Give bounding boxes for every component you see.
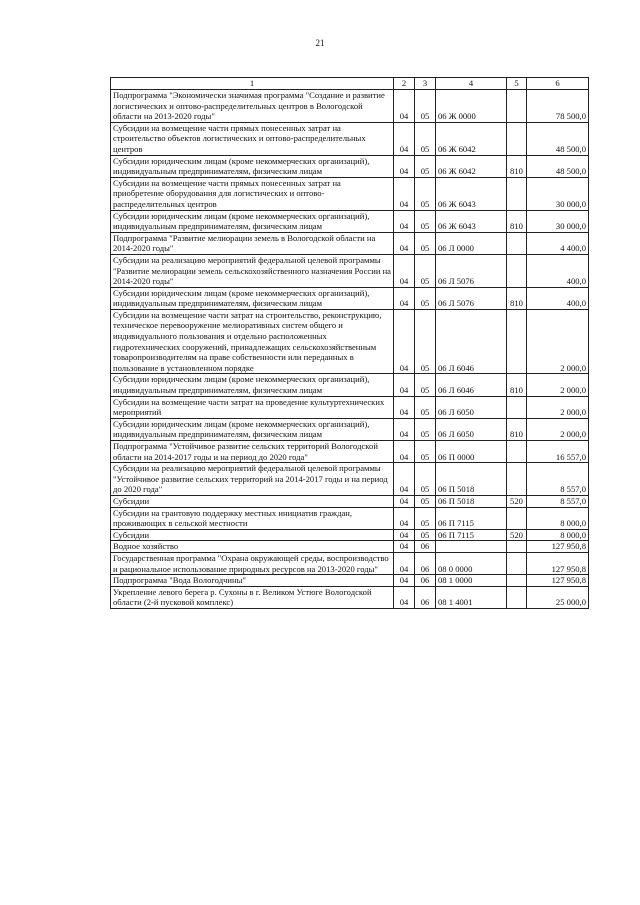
row-amount: 48 500,0 [527,122,589,155]
row-amount: 8 557,0 [527,495,589,507]
table-row [111,210,589,232]
row-name: Субсидии [111,529,394,541]
row-subsection-code: 05 [415,396,436,418]
row-subsection-code: 06 [415,552,436,574]
row-expense-type: 810 [507,287,527,309]
row-amount: 78 500,0 [527,90,589,123]
header-row [111,78,589,90]
table-row [111,586,589,608]
table-row [111,232,589,254]
row-name: Подпрограмма "Развитие мелиорации земель в Вологодской области на 2014-2020 годы" [111,232,394,254]
row-name: Субсидии на возмещение части затрат на строительство, реконструкцию, техническое перевооружение мелиоративных систем общего и индивидуального пользования и отдельно расположенных гидротехнических сооружений, принадлежащих сельскохозяйственным товаропроизводителям на праве собственности или переданных в пользование в установленном порядке [111,309,394,374]
row-target-code: 06 П 0000 [436,441,507,463]
row-section-code: 04 [394,122,415,155]
row-section-code: 04 [394,529,415,541]
row-amount: 4 400,0 [527,232,589,254]
table-row [111,463,589,496]
row-subsection-code: 05 [415,529,436,541]
row-expense-type: 810 [507,374,527,396]
row-name: Субсидии на возмещение части прямых понесенных затрат на приобретение оборудования для логистических и оптово-распределительных центров [111,177,394,210]
row-expense-type [507,586,527,608]
row-name: Субсидии юридическим лицам (кроме некоммерческих организаций), индивидуальным предпринимателям, физическим лицам [111,374,394,396]
row-section-code: 04 [394,418,415,440]
row-name: Субсидии на возмещение части прямых понесенных затрат на строительство объектов логистических и оптово-распределительных центров [111,122,394,155]
row-subsection-code: 05 [415,90,436,123]
table-row [111,374,589,396]
row-name: Субсидии юридическим лицам (кроме некоммерческих организаций), индивидуальным предпринимателям, физическим лицам [111,418,394,440]
row-amount: 30 000,0 [527,210,589,232]
row-section-code: 04 [394,232,415,254]
header-col-1: 1 [111,78,394,90]
table-row [111,254,589,287]
row-section-code: 04 [394,309,415,374]
row-expense-type [507,541,527,553]
row-subsection-code: 06 [415,541,436,553]
row-expense-type: 520 [507,495,527,507]
row-target-code: 08 0 0000 [436,552,507,574]
page-number: 21 [315,38,325,48]
row-section-code: 04 [394,495,415,507]
row-expense-type [507,575,527,587]
header-col-4: 4 [436,78,507,90]
row-expense-type [507,232,527,254]
table-row [111,507,589,529]
row-subsection-code: 05 [415,122,436,155]
table-row [111,155,589,177]
row-target-code [436,541,507,553]
row-subsection-code: 05 [415,309,436,374]
row-amount: 2 000,0 [527,374,589,396]
row-expense-type [507,90,527,123]
row-section-code: 04 [394,287,415,309]
row-target-code: 06 Л 6050 [436,418,507,440]
table-row [111,441,589,463]
row-amount: 400,0 [527,287,589,309]
table-row [111,418,589,440]
row-amount: 30 000,0 [527,177,589,210]
row-expense-type [507,122,527,155]
row-section-code: 04 [394,210,415,232]
row-name: Водное хозяйство [111,541,394,553]
row-amount: 2 000,0 [527,418,589,440]
row-target-code: 08 1 0000 [436,575,507,587]
row-name: Укрепление левого берега р. Сухоны в г. Великом Устюге Вологодской области (2-й пусковой комплекс) [111,586,394,608]
row-subsection-code: 05 [415,495,436,507]
row-section-code: 04 [394,90,415,123]
table-row [111,396,589,418]
row-name: Подпрограмма "Вода Вологодчины" [111,575,394,587]
row-name: Субсидии юридическим лицам (кроме некоммерческих организаций), индивидуальным предпринимателям, физическим лицам [111,287,394,309]
row-amount: 2 000,0 [527,309,589,374]
row-amount: 127 950,8 [527,575,589,587]
table-body [111,90,589,609]
row-target-code: 06 Ж 6042 [436,155,507,177]
row-target-code: 06 Л 5076 [436,254,507,287]
row-name: Субсидии на грантовую поддержку местных инициатив граждан, проживающих в сельской местности [111,507,394,529]
row-expense-type: 810 [507,210,527,232]
table-row [111,575,589,587]
row-section-code: 04 [394,254,415,287]
row-target-code: 06 Ж 6043 [436,177,507,210]
row-amount: 2 000,0 [527,396,589,418]
row-name: Субсидии юридическим лицам (кроме некоммерческих организаций), индивидуальным предпринимателям, физическим лицам [111,210,394,232]
row-expense-type [507,309,527,374]
row-subsection-code: 05 [415,232,436,254]
row-subsection-code: 05 [415,418,436,440]
table-row [111,122,589,155]
row-target-code: 06 П 7115 [436,507,507,529]
row-section-code: 04 [394,155,415,177]
row-subsection-code: 05 [415,177,436,210]
row-target-code: 06 П 5018 [436,495,507,507]
row-target-code: 06 Ж 0000 [436,90,507,123]
row-amount: 25 000,0 [527,586,589,608]
header-col-2: 2 [394,78,415,90]
row-expense-type [507,177,527,210]
row-section-code: 04 [394,575,415,587]
row-expense-type: 520 [507,529,527,541]
row-name: Субсидии [111,495,394,507]
table-row [111,309,589,374]
table-row [111,90,589,123]
row-section-code: 04 [394,507,415,529]
row-expense-type [507,254,527,287]
row-subsection-code: 05 [415,210,436,232]
row-amount: 400,0 [527,254,589,287]
row-section-code: 04 [394,374,415,396]
row-subsection-code: 05 [415,155,436,177]
row-subsection-code: 05 [415,287,436,309]
row-section-code: 04 [394,541,415,553]
row-subsection-code: 05 [415,374,436,396]
row-name: Подпрограмма "Экономически значимая программа "Создание и развитие логистических и оптово-распределительных центров в Вологодской области на 2013-2020 годы" [111,90,394,123]
table-row [111,541,589,553]
row-target-code: 06 Ж 6042 [436,122,507,155]
budget-table [110,77,589,609]
row-subsection-code: 05 [415,507,436,529]
row-subsection-code: 05 [415,441,436,463]
row-name: Субсидии на возмещение части затрат на проведение культуртехнических мероприятий [111,396,394,418]
row-target-code: 06 Л 5076 [436,287,507,309]
row-target-code: 06 Л 6046 [436,374,507,396]
row-section-code: 04 [394,552,415,574]
row-subsection-code: 05 [415,254,436,287]
header-col-6: 6 [527,78,589,90]
row-subsection-code: 06 [415,575,436,587]
row-amount: 127 950,8 [527,552,589,574]
table-row [111,495,589,507]
table-header [111,78,589,90]
row-name: Субсидии на реализацию мероприятий федеральной целевой программы "Устойчивое развитие сельских территорий на 2014-2017 годы и на период до 2020 года" [111,463,394,496]
row-section-code: 04 [394,177,415,210]
row-amount: 127 950,8 [527,541,589,553]
row-name: Подпрограмма "Устойчивое развитие сельских территорий Вологодской области на 2014-2017 годы и на период до 2020 года" [111,441,394,463]
row-target-code: 06 П 5018 [436,463,507,496]
table-row [111,177,589,210]
row-section-code: 04 [394,586,415,608]
row-amount: 8 000,0 [527,529,589,541]
row-amount: 8 000,0 [527,507,589,529]
row-expense-type: 810 [507,155,527,177]
table-row [111,552,589,574]
row-expense-type [507,552,527,574]
header-col-5: 5 [507,78,527,90]
row-subsection-code: 06 [415,586,436,608]
row-name: Субсидии юридическим лицам (кроме некоммерческих организаций), индивидуальным предпринимателям, физическим лицам [111,155,394,177]
row-target-code: 06 Ж 6043 [436,210,507,232]
row-section-code: 04 [394,441,415,463]
row-target-code: 06 П 7115 [436,529,507,541]
table-row [111,529,589,541]
row-amount: 8 557,0 [527,463,589,496]
row-expense-type [507,463,527,496]
row-amount: 48 500,0 [527,155,589,177]
table-row [111,287,589,309]
row-amount: 16 557,0 [527,441,589,463]
header-col-3: 3 [415,78,436,90]
row-expense-type [507,441,527,463]
row-target-code: 06 Л 6050 [436,396,507,418]
row-target-code: 06 Л 0000 [436,232,507,254]
row-subsection-code: 05 [415,463,436,496]
row-section-code: 04 [394,396,415,418]
row-name: Субсидии на реализацию мероприятий федеральной целевой программы "Развитие мелиорации земель сельскохозяйственного назначения России на 2014-2020 годы" [111,254,394,287]
row-expense-type [507,396,527,418]
row-name: Государственная программа "Охрана окружающей среды, воспроизводство и рациональное использование природных ресурсов на 2013-2020 годы" [111,552,394,574]
row-section-code: 04 [394,463,415,496]
row-target-code: 06 Л 6046 [436,309,507,374]
row-target-code: 08 1 4001 [436,586,507,608]
row-expense-type [507,507,527,529]
row-expense-type: 810 [507,418,527,440]
